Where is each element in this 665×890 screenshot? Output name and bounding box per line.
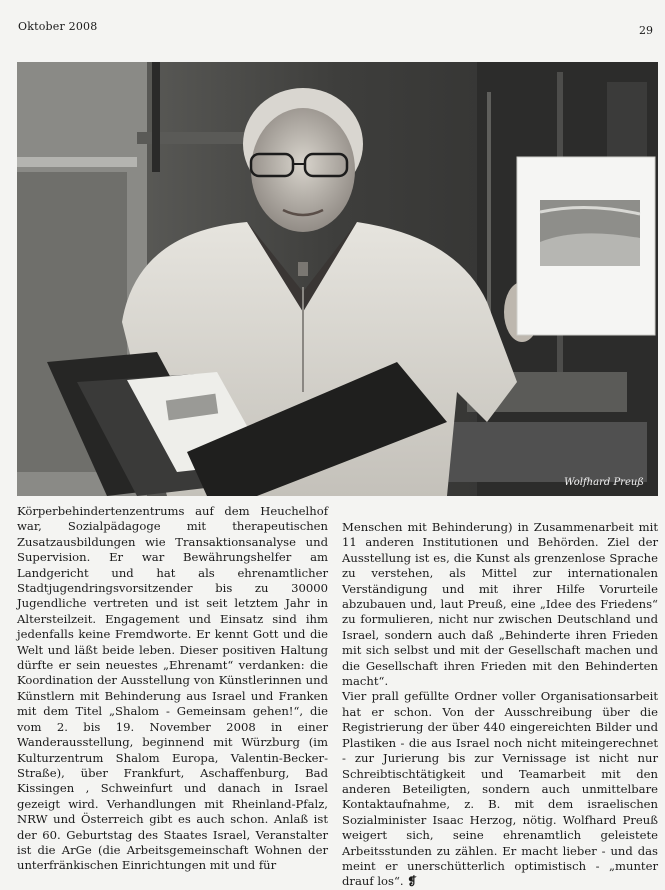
- article-left-column: [17, 504, 328, 874]
- page-number: 29: [639, 24, 653, 37]
- left-column-text: Körperbehindertenzentrums auf dem Heuchelhof war, Sozialpädagoge mit therapeutischen Zusatzausbildungen wie Transaktionsanalyse und Supervision. Er war Bewährungshelfer am Landgericht und hat als ehrenamtlicher Stadtjugendringsvorsitzender bis zu 30000 Jugendliche vertreten und ist seit letztem Jahr in Altersteilzeit. Engagement und Einsatz sind ihm jedenfalls keine Fremdworte. Er kennt Gott und die Welt und läßt beide leben. Dieser positiven Haltung dürfte er sein neuestes „Ehrenamt“ verdanken: die Koordination der Ausstellung von Künstlerinnen und Künstlern mit Behinderung aus Israel und Franken mit dem Titel „Shalom - Gemeinsam gehen!“, die vom 2. bis 19. November 2008 in einer Wanderausstellung, beginnend mit Würzburg (im Kulturzentrum Shalom Europa, Valentin-Becker-Straße), über Frankfurt, Aschaffenburg, Bad Kissingen , Schweinfurt und danach in Israel gezeigt wird. Verhandlungen mit Rheinland-Pfalz, NRW und Österreich gibt es auch schon. Anlaß ist der 60. Geburtstag des Staates Israel, Veranstalter ist die ArGe (die Arbeitsgemeinschaft Wohnen der unterfränkischen Einrichtungen mit und für: [17, 504, 328, 873]
- end-mark-icon: ❡: [407, 874, 417, 889]
- photo-credit: Wolfhard Preuß: [564, 477, 644, 488]
- right-column-paragraph-2: [342, 689, 658, 889]
- article-right-column: [342, 520, 658, 890]
- right-column-paragraph-2-text: Vier prall gefüllte Ordner voller Organisationsarbeit hat er schon. Von der Ausschreibung über die Registrierung der über 440 eingereichten Bilder und Plastiken - die aus Israel noch nicht miteingerechnet - zur Jurierung bis zur Vernissage ist nicht nur Schreibtischtätigkeit und Teamarbeit mit den anderen Beteiligten, sondern auch unmittelbare Kontaktaufnahme, z. B. mit dem israelischen Sozialminister Isaac Herzog, nötig. Wolfhard Preuß weigert sich, seine ehrenamtlich geleistete Arbeitsstunden zu zählen. Er macht lieber - und das meint er unerschütterlich optimistisch - „munter drauf los“.: [342, 689, 658, 889]
- issue-date: Oktober 2008: [18, 20, 98, 33]
- photo-illustration: [17, 62, 658, 496]
- article-photo: [17, 62, 658, 496]
- page-header: [0, 0, 665, 40]
- right-column-paragraph-1: Menschen mit Behinderung) in Zusammenarbeit mit 11 anderen Institutionen und Behörden. Ziel der Ausstellung ist es, die Kunst als grenzenlose Sprache zu verstehen, als Mittel zur internationalen Verständigung und mit ihrer Hilfe Vorurteile abzubauen und, laut Preuß, eine „Idee des Friedens“ zu formulieren, nicht nur zwischen Deutschland und Israel, sondern auch daß „Behinderte ihren Frieden mit sich selbst und mit der Gesellschaft machen und die Gesellschaft ihren Frieden mit den Behinderten macht“.: [342, 520, 658, 689]
